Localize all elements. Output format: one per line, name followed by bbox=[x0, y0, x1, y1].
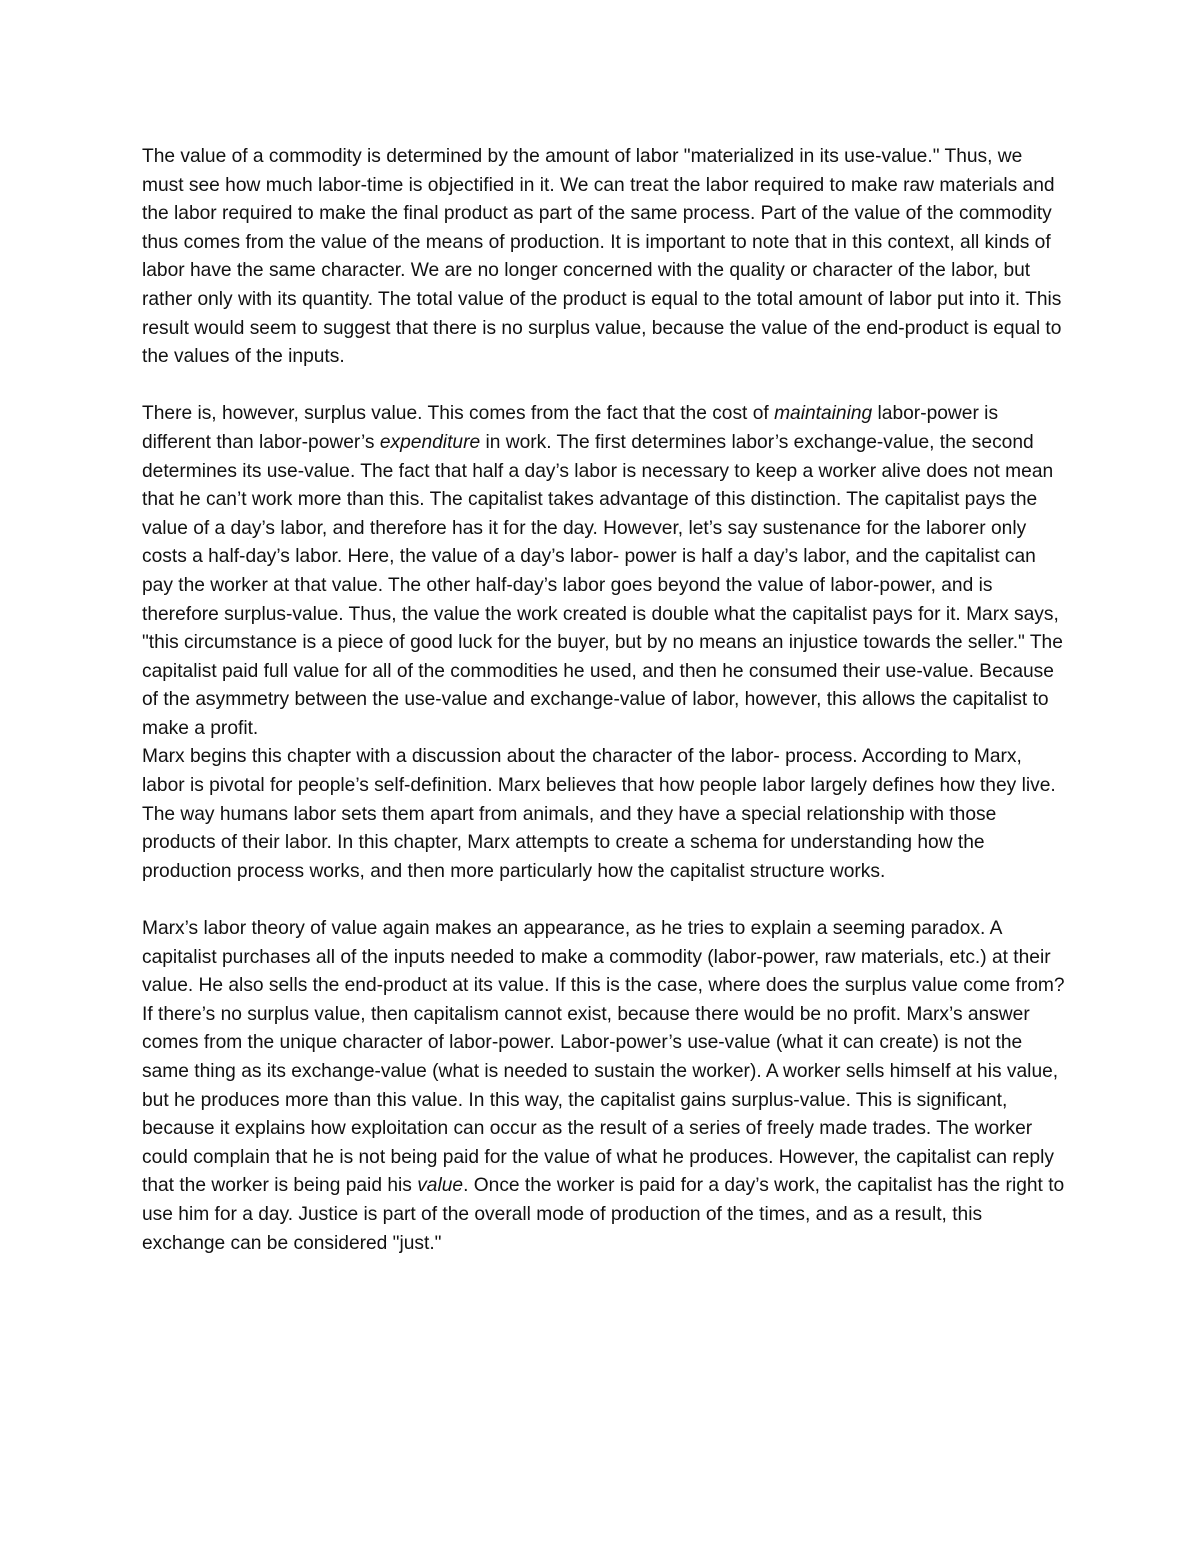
paragraph-text: Marx begins this chapter with a discussion about the character of the labor- process. According to Marx, labor is pivotal for people’s self-definition. Marx believes that how people labor largely defines how they live. The way humans labor sets them apart from animals, and they have a special relationship with those products of their labor. In this chapter, Marx attempts to create a schema for understanding how the production process works, and then more particularly how the capitalist structure works. bbox=[142, 746, 1056, 882]
italic-term-value: value bbox=[417, 1175, 464, 1197]
paragraph-labor-value bbox=[142, 143, 1067, 372]
paragraph-text: Marx’s labor theory of value again makes an appearance, as he tries to explain a seeming paradox. A capitalist purchases all of the inputs needed to make a commodity (labor-power, raw materials, etc.) at their value. He also sells the end-product at its value. If this is the case, where does the surplus value come from? If there’s no surplus value, then capitalism cannot exist, because there would be no profit. Marx’s answer comes from the unique character of labor-power. Labor-power’s use-value (what it can create) is not the same thing as its exchange-value (what is needed to sustain the worker). A worker sells himself at his value, but he produces more than this value. In this way, the capitalist gains surplus-value. This is significant, because it explains how exploitation can occur as the result of a series of freely made trades. The worker could complain that he is not being paid for the value of what he produces. However, the capitalist can reply that the worker is being paid his bbox=[142, 918, 1065, 1197]
paragraph-text: . Once the worker is paid for a day’s work, the capitalist has the right to use him for a day. Justice is part of the overall mode of production of the times, and as a result, this exchange can be considered "just." bbox=[142, 1175, 1065, 1254]
paragraph-text: The value of a commodity is determined by the amount of labor "materialized in its use-value." Thus, we must see how much labor-time is objectified in it. We can treat the labor required to make raw materials and the labor required to make the final product as part of the same process. Part of the value of the commodity thus comes from the value of the means of production. It is important to note that in this context, all kinds of labor have the same character. We are no longer concerned with the quality or character of the labor, but rather only with its quantity. The total value of the product is equal to the total amount of labor put into it. This result would seem to suggest that there is no surplus value, because the value of the end-product is equal to the values of the inputs. bbox=[142, 146, 1062, 368]
italic-term-maintaining: maintaining bbox=[774, 403, 873, 425]
paragraph-text: in work. The first determines labor’s exchange-value, the second determines its use-value. The fact that half a day’s labor is necessary to keep a worker alive does not mean that he can’t work more than this. The capitalist takes advantage of this distinction. The capitalist pays the value of a day’s labor, and therefore has it for the day. However, let’s say sustenance for the laborer only costs a half-day’s labor. Here, the value of a day’s labor- power is half a day’s labor, and the capitalist can pay the worker at that value. The other half-day’s labor goes beyond the value of labor-power, and is therefore surplus-value. Thus, the value the work created is double what the capitalist pays for it. Marx says, "this circumstance is a piece of good luck for the buyer, but by no means an injustice towards the seller." The capitalist paid full value for all of the commodities he used, and then he consumed their use-value. Because of the asymmetry between the use-value and exchange-value of labor, however, this allows the capitalist to make a profit. bbox=[142, 431, 1063, 739]
paragraph-text: There is, however, surplus value. This comes from the fact that the cost of bbox=[142, 403, 775, 425]
document-body bbox=[142, 143, 1067, 1258]
paragraph-labor-theory bbox=[142, 915, 1067, 1258]
paragraph-text: labor-power is different than labor-power’s bbox=[142, 403, 999, 453]
paragraph-labor-process bbox=[142, 743, 1067, 886]
paragraph-surplus-value bbox=[142, 400, 1067, 743]
italic-term-expenditure: expenditure bbox=[379, 431, 481, 453]
